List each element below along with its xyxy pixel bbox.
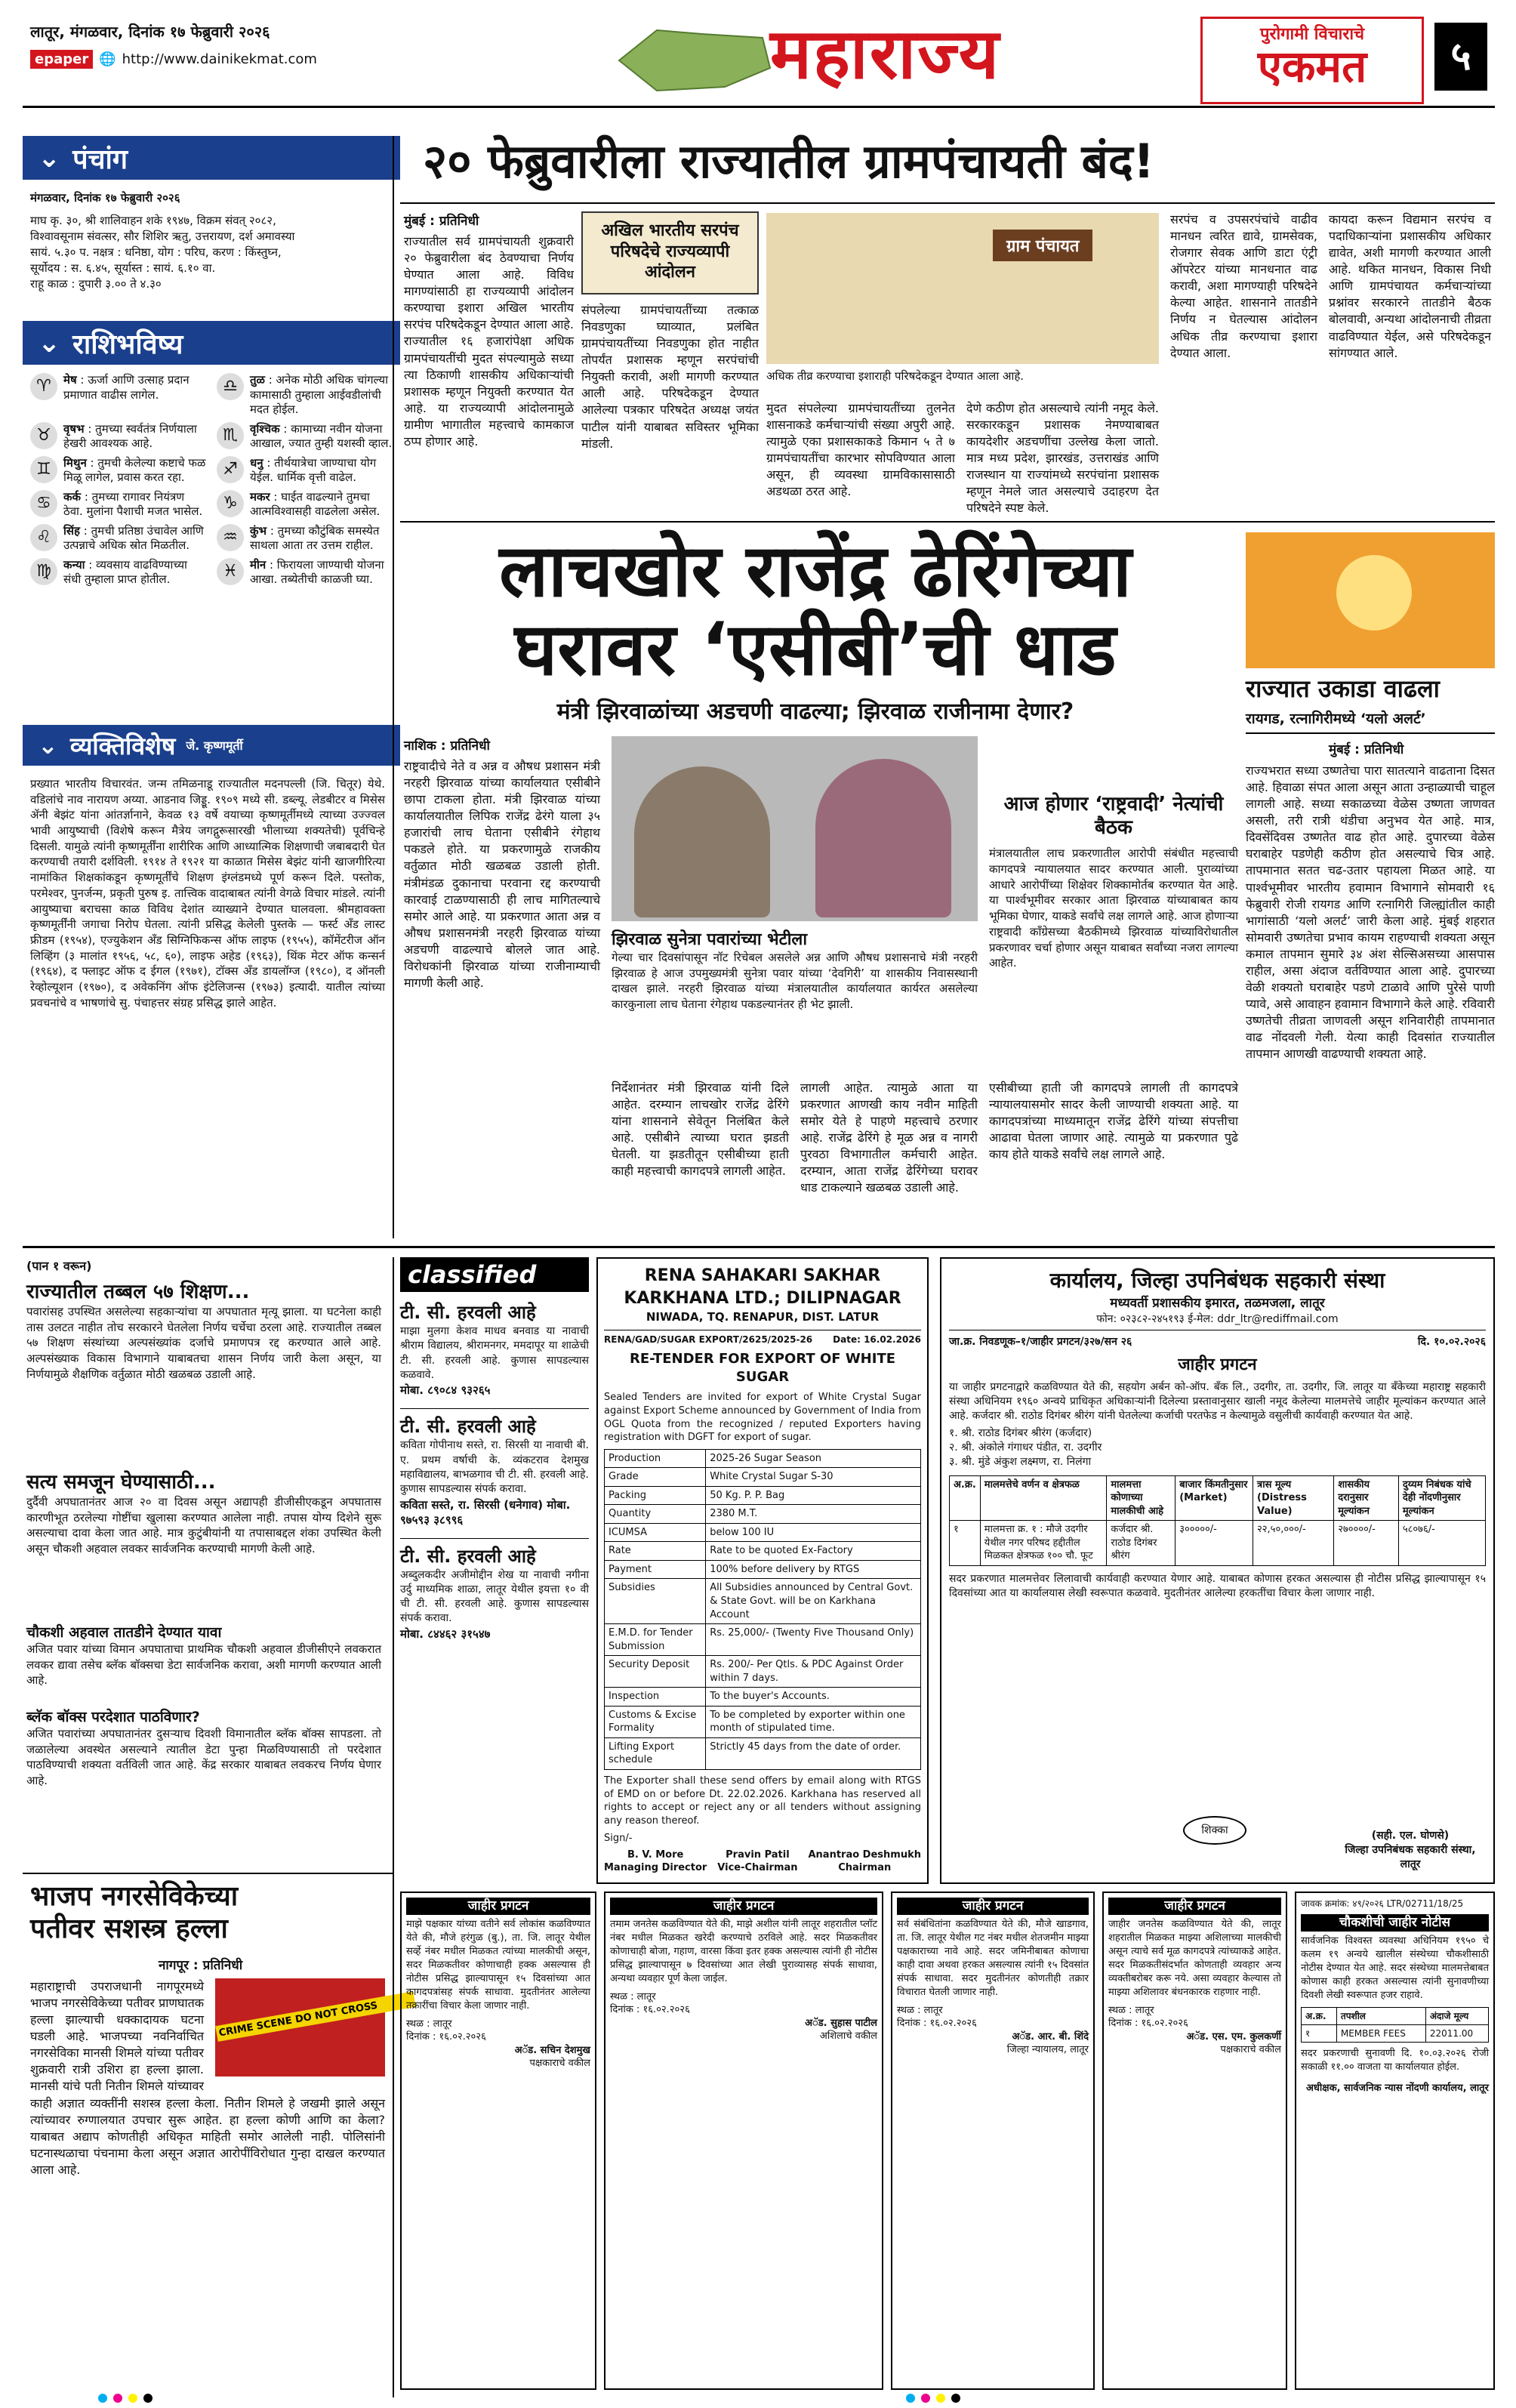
table-row: Customs & Excise Formality To be completed by exporter within one month of stipulated time. [605, 1706, 921, 1737]
epaper-badge: epaper [30, 50, 93, 69]
maharashtra-map-icon [612, 15, 778, 98]
panchang-line: माघ कृ. ३०, श्री शालिवाहन शके १९४७, विक्रम संवत् २०८२, [30, 214, 276, 227]
party: ३. श्री. मुंडे अंकुश लक्ष्मण, रा. निलंगा [949, 1455, 1092, 1468]
sagittarius-icon: ♐ [217, 456, 244, 483]
rena-ref: RENA/GAD/SUGAR EXPORT/2625/2025-26 [604, 1333, 813, 1345]
rena-sign: Sign/- [604, 1833, 633, 1845]
rashi-item: ♌ सिंह : तुमची प्रतिष्ठा उंचावेल आणि उत्पन्नाचे अधिक स्रोत मिळतील. [30, 524, 206, 553]
officer: Anantrao Deshmukh Chairman [808, 1848, 921, 1874]
continued-block [26, 1257, 381, 1821]
registrar-title: कार्यालय, जिल्हा उपनिबंधक सहकारी संस्था [1049, 1268, 1385, 1293]
rena-officers [604, 1848, 921, 1875]
registrar-after: सदर प्रकरणात मालमत्तेवर लिलावाची कार्यवाही करण्यात येणार आहे. याबाबत कोणास हरकत असल्यास ही नोटीस प्रसिद्ध झाल्यापासून १५ दिवसांच्या आत या कार्यालयास लेखी स्वरूपात कळवावे. मुदतीनंतर आलेल्या हरकतींचा विचार केला जाणार नाही. [949, 1572, 1486, 1599]
lead-col6: कायदा करून विद्यमान सरपंच व पदाधिकाऱ्यांना प्रशासकीय अधिकार द्यावेत, अशी मागणी करण्यात आली आहे. थकित मानधन, विकास निधी आणि ग्रामपंचायत कर्मचाऱ्यांच्या प्रश्नांवर सरकारने तातडीने बैठक बोलवावी, अन्यथा आंदोलनाची तीव्रता वाढविण्यात येईल, असे परिषदेकडून सांगण्यात आले. [1329, 212, 1491, 360]
registrar-address: मध्यवर्ती प्रशासकीय इमारत, तळमजला, लातूर [1110, 1295, 1325, 1311]
notice-signer: अॅड. आर. बी. शिंदे [1012, 2030, 1089, 2043]
person-silhouette [634, 766, 770, 917]
notice-date: १६.०२.२०२६ [642, 2004, 690, 2016]
notice-box: जाहीर प्रगटन तमाम जनतेस कळविण्यात येते की, माझे अशील यांनी लातूर शहरातील प्लॉट नंबर मधील मिळकत खरेदी करण्याचे ठरविले आहे. सदर मिळकतीवर कोणाचाही बोजा, गहाण, वारसा किंवा इतर हक्क असल्यास त्यांनी ही नोटीस प्रसिद्ध झाल्यापासून ७ दिवसांच्या आत लेखी पुराव्यासह संपर्क साधावा, अन्यथा व्यवहार पूर्ण केला जाईल. स्थळ : लातूर दिनांक : १६.०२.२०२६ अॅड. सुहास पाटील अशिलाचे वकील [604, 1892, 883, 2390]
table-row: ICUMSA below 100 IU [605, 1523, 921, 1542]
acb-col1: राष्ट्रवादीचे नेते व अन्न व औषध प्रशासन मंत्री नरहरी झिरवाळ यांच्या कार्यालयात एसीबीने छापा टाकला होता. मंत्री झिरवाळ यांच्या कार्यालयातील लिपिक राजेंद्र ढेरंगे याला ३५ हजारांची लाच घेताना एसीबीने रंगेहाथ पकडले होते. या प्रकरणामुळे राजकीय वर्तुळात मोठी खळबळ उडाली होती. मंत्रीमंडळ दुकानाचा परवाना रद्द करण्याची कारवाई टाळण्यासाठी ही लाच मागितल्याचे समोर आले आहे. या प्रकरणात आता अन्न व औषध प्रशासनमंत्री नरहरी झिरवाळ यांच्या अडचणी वाढल्याचे बोलले जात आहे. विरोधकांनी झिरवाळ यांच्या राजीनाम्याची मागणी केली आहे. [404, 759, 600, 991]
table-row: १ मालमत्ता क्र. १ : मौजे उदगीर येथील नगर परिषद हद्दीतील मिळकत क्षेत्रफळ १०० चौ. फूट कर्जदार श्री. राठोड दिगंबर श्रीरंग ३०००००/- २२,५०,०००/- २७००००/- ५८०७६/- [950, 1521, 1486, 1566]
signatory-role: जिल्हा उपनिबंधक सहकारी संस्था, लातूर [1345, 1844, 1476, 1871]
rashi-title: राशिभविष्य [72, 328, 183, 360]
registrar-notice [940, 1257, 1495, 1884]
page-number: ५ [1434, 23, 1487, 91]
rena-name1: RENA SAHAKARI SAKHAR [644, 1266, 881, 1285]
cont-p3: अजित पवार यांच्या विमान अपघाताचा प्राथमिक चौकशी अहवाल डीजीसीएने लवकरात लवकर द्यावा तसेच ब्लॅक बॉक्सचा डेटा सार्वजनिक करावा, अशी मागणी करण्यात आली आहे. [26, 1642, 381, 1688]
ncp-body: मंत्रालयातील लाच प्रकरणातील आरोपी संबंधीत महत्त्वाची कागदपत्रे न्यायालयात सादर करण्यात आली. पुराव्यांच्या आधारे आरोपींच्या शिक्षेवर शिक्कामोर्तब करण्यात येत आहे. या पार्श्वभूमीवर सरकार आता झिरवाळ यांच्याबाबत काय भूमिका घेणार, याकडे सर्वांचे लक्ष लागले आहे. आज होणाऱ्या राष्ट्रवादी काँग्रेसच्या बैठकीमध्ये झिरवाळ यांच्याविरोधातील प्रकरणावर चर्चा होणार असून याबाबत सर्वांच्या नजरा लागल्या आहेत. [989, 846, 1238, 970]
notice-date: १६.०२.२०२६ [929, 2018, 977, 2030]
cont-p4: अजित पवारांच्या अपघातानंतर दुसऱ्याच दिवशी विमानातील ब्लॅक बॉक्स सापडला. तो जळालेल्या अवस्थेत असल्याने त्यातील डेटा पुन्हा मिळविण्यासाठी तो परदेशात पाठविण्याची शक्यता वर्तविली जात आहे. केंद्र सरकार याबाबत लवकरच निर्णय घेणार आहे. [26, 1727, 381, 1788]
notice-signer: अॅड. सुहास पाटील [805, 2017, 877, 2029]
notice-signer: अॅड. सचिन देशमुख [514, 2044, 590, 2056]
acb-col3: लागली आहेत. त्यामुळे आता या प्रकरणात आणखी काय नवीन माहिती समोर येते हे पाहणे महत्त्वाचे ठरणार आहे. राजेंद्र ढेरिंगे हे मूळ अन्न व नागरी पुरवठा विभागातील कर्मचारी आहेत. दरम्यान, आता राजेंद्र ढेरिंगेच्या घरावर धाड टाकल्याने खळबळ उडाली आहे. [800, 1081, 978, 1195]
section-rule [400, 521, 1495, 523]
lead-caption: अधिक तीव्र करण्याचा इशाराही परिषदेकडून देण्यात आला आहे. [766, 369, 1025, 383]
cont-h2: सत्य समजून घेण्यासाठी... [26, 1471, 216, 1494]
rashi-item: ♑ मकर : घाईत वाढल्याने तुमचा आत्मविश्वासही वाढलेला असेल. [217, 490, 393, 520]
signatory-name: (सही. एल. घोणसे) [1371, 1830, 1450, 1842]
lower-rule [23, 1246, 1495, 1248]
officer: B. V. More Managing Director [604, 1848, 707, 1874]
rena-ref-line [604, 1330, 921, 1346]
registrar-ref: जा.क्र. निवडणूक–१/जाहीर प्रगटन/३२७/सन २६ [949, 1335, 1132, 1348]
illustration-sign: ग्राम पंचायत [993, 230, 1092, 261]
panchang-line: सूर्योदय : स. ६.४५, सूर्यास्त : सायं. ६.१० वा. [30, 261, 216, 275]
caption-body: गेल्या चार दिवसांपासून नॉट रिचेबल असलेले अन्न आणि औषध प्रशासनाचे मंत्री नरहरी झिरवाळ हे आज उपमुख्यमंत्री सुनेत्रा पवार यांच्या ‘देवगिरी’ या शासकीय निवासस्थानी दाखल झाले. नरहरी झिरवाळ यांच्या मंत्रालयातील कार्यालयात कार्यरत असलेल्या कारकुनाला लाच घेताना रंगेहाथ पकडल्यानंतर ही भेट झाली. [612, 951, 978, 1012]
heat-byline: मुंबई : प्रतिनिधी [1329, 742, 1404, 757]
rena-spec-table [604, 1449, 921, 1770]
gram-panchayat-illustration [766, 213, 1159, 364]
website-link[interactable]: http://www.dainikekmat.com [122, 51, 317, 67]
chevron-icon: ⌄ [38, 327, 61, 359]
continued-label: (पान १ वरून) [26, 1259, 92, 1273]
table-row: १ MEMBER FEES 22011.00 [1302, 2025, 1489, 2043]
vyakti-subject: जे. कृष्णमूर्ती [186, 738, 243, 753]
rena-date: Date: 16.02.2026 [833, 1333, 921, 1345]
aries-icon: ♈ [30, 373, 57, 400]
classified-logo: classified [400, 1257, 589, 1292]
classified-text: माझा मुलगा केशव माधव बनवाड या नावाची श्रीराम विद्यालय, श्रीरामनगर, ममदापूर या शाळेची टी. सी. हरवली आहे. कुणास सापडल्यास कळवावे. [400, 1325, 589, 1381]
nagar-byline: नागपूर : प्रतिनिधी [159, 1958, 243, 1973]
table-row: Production 2025-26 Sugar Season [605, 1449, 921, 1468]
classified-contact: मोबा. ८४४६२ ३१५४७ [400, 1626, 491, 1641]
cont-h1: राज्यातील तब्बल ५७ शिक्षण... [26, 1281, 250, 1303]
tagline: पुरोगामी विचाराचे [1259, 25, 1365, 44]
caption-title: झिरवाळ सुनेत्रा पवारांच्या भेटीला [612, 930, 808, 949]
notice-box: जाहीर प्रगटन जाहीर जनतेस कळविण्यात येते की, लातूर शहरातील मिळकत माझ्या अशिलाच्या मालकीची असून त्याचे सर्व मूळ कागदपत्रे त्यांच्याकडे आहेत. सदर मिळकतीसंदर्भात कोणताही व्यवहार अन्य व्यक्तीबरोबर करू नये. असा व्यवहार केल्यास तो माझ्या अशिलावर बंधनकारक राहणार नाही. स्थळ : लातूर दिनांक : १६.०२.२०२६ अॅड. एस. एम. कुलकर्णी पक्षकाराचे वकील [1102, 1892, 1287, 2390]
table-header: अ.क्र. मालमत्तेचे वर्णन व क्षेत्रफळ मालमत्ता कोणाच्या मालकीची आहे बाजार किंमतीनुसार (Market) त्रास मूल्य (Distress Value) शासकीय दरानुसार मूल्यांकन दुय्यम निबंधक यांचे देही नोंदणीनुसार मूल्यांकन [950, 1475, 1486, 1521]
notice-place: लातूर [1135, 2004, 1154, 2016]
cont-h3: चौकशी अहवाल तातडीने देण्यात यावा [26, 1624, 222, 1641]
lead-col1-wrap [404, 211, 574, 513]
capricorn-icon: ♑ [217, 490, 244, 517]
table-header: अ.क्र. तपशील अंदाजे मूल्य [1302, 2007, 1489, 2024]
nagar-headline-line2: पतीवर सशस्त्र हल्ला [30, 1913, 228, 1945]
cont-p2: दुर्दैवी अपघातानंतर आज २० वा दिवस असून अद्यापही डीजीसीएकडून अपघातास कारणीभूत ठरलेल्या गोष्टींचा खुलासा करण्यात आलेला नाही. तपास योग्य दिशेने सुरू असल्याचा दावा केला जात आहे. मात्र कुटुंबीयांनी या तपासाबद्दल शंका उपस्थित केली असून चौकशी अहवाल लवकर सार्वजनिक करण्याची मागणी केली आहे. [26, 1495, 381, 1556]
party: १. श्री. राठोड दिगंबर श्रीरंग (कर्जदार) [949, 1426, 1092, 1439]
ncp-box [989, 793, 1238, 1095]
sun-heat-photo [1246, 532, 1495, 668]
rashi-item: ♈ मेष : ऊर्जा आणि उत्साह प्रदान प्रमाणात वाढीस लागेल. [30, 373, 206, 418]
photo-float-space [204, 1978, 385, 2080]
chevron-icon: ⌄ [38, 731, 58, 760]
nagar-body [30, 1978, 385, 2401]
table-row: Inspection To the buyer's Accounts. [605, 1688, 921, 1707]
acb-deck: मंत्री झिरवाळांच्या अडचणी वाढल्या; झिरवाळ राजीनामा देणार? [556, 698, 1074, 725]
chevron-icon: ⌄ [38, 142, 61, 174]
classified-item [400, 1300, 589, 1398]
registrar-parties [949, 1426, 1486, 1469]
vyakti-body: प्रख्यात भारतीय विचारवंत. जन्म तमिळनाडू राज्यातील मदनपल्ली (जि. चितूर) येथे. वडिलांचे नाव नारायण अय्या. आडनाव जिड्डू. १९०९ मध्ये सी. डब्ल्यू. लेडबीटर व मिसेस ॲनी बेझंट यांना आंतर्ज्ञानाने, केवळ १३ वर्षे वयाच्या कृष्णमूर्तीमध्ये त्याच्या उज्ज्वल भावी आयुष्याची (विशेषे करून मैत्रेय जगद्गुरूसारखी भीलाच्या शक्यतेची) पूर्वचिन्हे दिसली. यामुळे त्यांनी कृष्णमूर्तींना शारीरिक आणि आध्यात्मिक शिक्षणाची जबाबदारी घेत करण्याची तयारी दर्शविली. १९१४ ते १९२१ या काळात मिसेस बेझंट यांनी खाजगीरित्या नामांकित शिक्षकांकडून कृष्णमूर्तींचे शिक्षण इंग्लंडमध्ये पूर्ण करून दिले. पस्तोक, परमेश्वर, पुनर्जन्म, प्रकृती पुरुष इ. तात्त्विक वादाबाबत त्यांनी वेगळे विचार मांडले. त्यांनी आयुष्याचा बराचसा काळ विविध देशांत व्याख्याने देण्यात घालवला. श्रीमहावक्ता कृष्णमूर्तींनी जगाचा निरोप घेतला. त्यांनी प्रसिद्ध केलेली पुस्तके — फर्स्ट अँड लास्ट फ्रीडम (१९५४), एज्युकेशन अँड सिग्निफिकन्स ऑफ लाइफ (१९५५), कॉमेंटरीज ऑन लिव्हिंग (३ मालांत १९५६, ५८, ६०), लाइफ अहेड (१९६३), थिंक मेटर ऑफ कन्सर्न (१९६४), द फ्लाइट ऑफ द ईगल (१९७१), टॉक्स अँड डायलॉग्ज (१९८०), द ऑनली रेव्होल्यूशन (१९७०), द अवेकनिंग ऑफ इंटेलिजन्स (१९७३) इत्यादी. यातील त्यांच्या प्रवचनांचे व भाषणांचे सु. पंचाहत्तर संग्रह प्रसिद्ध झाले आहेत. [30, 777, 385, 1010]
rashi-item: ♋ कर्क : तुमच्या रागावर नियंत्रण ठेवा. मुलांना पैशाची मजत भासेल. [30, 490, 206, 520]
panchang-date: मंगळवार, दिनांक १७ फेब्रुवारी २०२६ [30, 191, 180, 205]
acb-photo-caption [612, 927, 978, 1086]
leo-icon: ♌ [30, 524, 57, 551]
chowkashi-notice [1295, 1892, 1495, 2390]
notice-box: जाहीर प्रगटन माझे पक्षकार यांच्या वतीने सर्व लोकांस कळविण्यात येते की, मौजे हरंगुळ (बु.), ता. जि. लातूर येथील सर्व्हे नंबर मधील मिळकत त्यांच्या मालकीची असून, सदर मिळकतीवर कोणाचाही हक्क असल्यास ही नोटीस प्रसिद्ध झाल्यापासून १५ दिवसांच्या आत कागदपत्रांसह संपर्क साधावा. मुदतीनंतर आलेल्या तक्रारींचा विचार केला जाणार नाही. स्थळ : लातूर दिनांक : १६.०२.२०२६ अॅड. सचिन देशमुख पक्षकाराचे वकील [400, 1892, 596, 2390]
table-row: Payment 100% before delivery by RTGS [605, 1560, 921, 1579]
lead-byline: मुंबई : प्रतिनिधी [404, 214, 479, 229]
registration-marks [906, 2394, 960, 2403]
registrar-ref-line [949, 1335, 1486, 1349]
headline-rule [400, 202, 1495, 204]
notice-title: जाहीर प्रगटन [1108, 1898, 1281, 1915]
classified-title: टी. सी. हरवली आहे [400, 1302, 536, 1323]
brand-name: एकमत [1257, 41, 1367, 92]
nagar-headline [30, 1880, 385, 1945]
notice-title: जाहीर प्रगटन [406, 1898, 590, 1915]
gemini-icon: ♊ [30, 456, 57, 483]
classified-column [400, 1257, 589, 1642]
person-silhouette [815, 759, 951, 917]
stamp: शिक्का [1183, 1816, 1246, 1845]
classified-contact: मोबा. ८९०८४ ९३२६५ [400, 1383, 491, 1398]
table-row: Security Deposit Rs. 200/- Per Qtls. & PDC Against Order within 7 days. [605, 1656, 921, 1688]
table-row: Lifting Export schedule Strictly 45 days from the date of order. [605, 1737, 921, 1769]
lead-col4: देणे कठीण होत असल्याचे त्यांनी नमूद केले. सरकारकडून प्रशासक नेमण्याबाबत कायदेशीर अडचणींचा उल्लेख केला जातो. मात्र मध्य प्रदेश, झारखंड, उत्तराखंड आणि राजस्थान या राज्यांमध्ये सरपंचांना प्रशासक म्हणून नेमले जात असल्याचे उदाहरण देत परिषदेने स्पष्ट केले. [966, 401, 1159, 516]
chowkashi-title: चौकशीची जाहीर नोटीस [1301, 1914, 1489, 1932]
classified-title: टी. सी. हरवली आहे [400, 1545, 536, 1567]
notice-box: जाहीर प्रगटन सर्व संबंधितांना कळविण्यात येते की, मौजे खाडगाव, ता. जि. लातूर येथील गट नंबर मधील शेतजमीन माझ्या पक्षकाराच्या नावे आहे. सदर जमिनीबाबत कोणाचा काही दावा अथवा हरकत असल्यास त्यांनी १५ दिवसांत संपर्क साधावा. सदर मुदतीनंतर कोणतीही तक्रार विचारात घेतली जाणार नाही. स्थळ : लातूर दिनांक : १६.०२.२०२६ अॅड. आर. बी. शिंदे जिल्हा न्यायालय, लातूर [891, 1892, 1095, 2390]
classified-text: कविता गोपीनाथ सस्ते, रा. सिरसी या नावाची बी. ए. प्रथम वर्षाची के. व्यंकटराव देशमुख महाविद्यालय, बाभळगाव ची टी. सी. हरवली आहे. कुणास सापडल्यास संपर्क करावा. [400, 1439, 589, 1496]
rashi-item: ♐ धनु : तीर्थयात्रेचा जाण्याचा योग येईल. धार्मिक वृत्ती वाढेल. [217, 456, 393, 486]
rashi-item: ♍ कन्या : व्यवसाय वाढविण्याच्या संधी तुम्हाला प्राप्त होतील. [30, 558, 206, 587]
acb-col2: निर्देशानंतर मंत्री झिरवाळ यांनी दिले आहेत. दरम्यान लाचखोर राजेंद्र ढेरिंगे यांना शासनाने सेवेतून निलंबित केले आहे. एसीबीने त्याच्या घरात झडती घेतली. या झडतीतून एसीबीच्या हाती काही महत्त्वाची कागदपत्रे लागली आहेत. [612, 1081, 789, 1179]
nagar-rule [23, 1873, 393, 1874]
notice-role: अशिलाचे वकील [819, 2030, 877, 2043]
notice-body: तमाम जनतेस कळविण्यात येते की, माझे अशील यांनी लातूर शहरातील प्लॉट नंबर मधील मिळकत खरेदी करण्याचे ठरविले आहे. सदर मिळकतीवर कोणाचाही बोजा, गहाण, वारसा किंवा इतर हक्क असल्यास त्यांनी ही नोटीस प्रसिद्ध झाल्यापासून ७ दिवसांच्या आत लेखी पुराव्यासह संपर्क साधावा, अन्यथा व्यवहार पूर्ण केला जाईल. [610, 1918, 877, 1984]
registrar-contact: फोन: ०२३८२-२४५१९३ ई-मेल: ddr_ltr@rediffmail.com [949, 1312, 1486, 1330]
sun-icon [1336, 555, 1412, 631]
lead-col1: राज्यातील सर्व ग्रामपंचायती शुक्रवारी २० फेब्रुवारीला बंद ठेवण्याचा निर्णय घेण्यात आला आहे. विविध मागण्यांसाठी हा राज्यव्यापी आंदोलन करण्याचा इशारा अखिल भारतीय सरपंच परिषदेकडून देण्यात आला आहे. राज्यातील १६ हजारांपेक्षा अधिक ग्रामपंचायतींची मुदत संपल्यामुळे सध्या त्या ठिकाणी शासकीय अधिकाऱ्यांची प्रशासक म्हणून नियुक्ती करण्यात येत आहे. या राज्यव्यापी आंदोलनामुळे ग्रामीण भागातील महत्त्वाचे कामकाज ठप्प होणार आहे. [404, 234, 574, 449]
registrar-date: दि. १०.०२.२०२६ [1417, 1335, 1486, 1348]
notice-role: जिल्हा न्यायालय, लातूर [1006, 2044, 1089, 2056]
notice-body: जाहीर जनतेस कळविण्यात येते की, लातूर शहरातील मिळकत माझ्या अशिलाच्या मालकीची असून त्याचे सर्व मूळ कागदपत्रे त्यांच्याकडे आहेत. सदर मिळकतीसंदर्भात कोणताही व्यवहार अन्य व्यक्तीबरोबर करू नये. असा व्यवहार केल्यास तो माझ्या अशिलावर बंधनकारक राहणार नाही. [1108, 1918, 1281, 1998]
rashi-header [23, 321, 400, 365]
rashi-item: ♊ मिथुन : तुमची केलेल्या कष्टाचे फळ मिळू लागेल, प्रवास करत रहा. [30, 456, 206, 486]
vyakti-title: व्यक्तिविशेष [69, 731, 176, 760]
chowkashi-body: सार्वजनिक विश्वस्त व्यवस्था अधिनियम १९५० चे कलम १९ अन्वये खालील संस्थेच्या चौकशीसाठी नोटीस देण्यात येत आहे. सदर संस्थेच्या मालमत्तेबाबत कोणास काही हरकत असल्यास त्यांनी सुनावणीच्या दिवशी लेखी स्वरूपात हजर राहावे. [1301, 1935, 1489, 2001]
crime-tape: CRIME SCENE DO NOT CROSS [215, 1991, 416, 2042]
lead-kicker: अखिल भारतीय सरपंच परिषदेचे राज्यव्यापी आंदोलन [581, 211, 759, 294]
valuation-table [949, 1475, 1486, 1566]
table-row: Grade White Crystal Sugar S-30 [605, 1468, 921, 1487]
classified-contact: कविता सस्ते, रा. सिरसी (धनेगाव) मोबा. ९७५९३ ३८९९६ [400, 1497, 571, 1527]
rena-intro: Sealed Tenders are invited for export of White Crystal Sugar against Export Scheme announced by Government of India from OGL Quota from the recognized / reputed Exporters having registration with DGFT for export of sugar. [604, 1392, 921, 1444]
registration-marks [98, 2394, 153, 2403]
rena-name2: KARKHANA LTD.; DILIPNAGAR [624, 1288, 901, 1308]
classified-title: टी. सी. हरवली आहे [400, 1416, 536, 1438]
notice-body: सर्व संबंधितांना कळविण्यात येते की, मौजे खाडगाव, ता. जि. लातूर येथील गट नंबर मधील शेतजमीन माझ्या पक्षकाराच्या नावे आहे. सदर जमिनीबाबत कोणाचा काही दावा अथवा हरकत असल्यास त्यांनी १५ दिवसांत संपर्क साधावा. सदर मुदतीनंतर कोणतीही तक्रार विचारात घेतली जाणार नाही. [897, 1918, 1089, 1998]
party: २. श्री. अंकोले गंगाधर पंडीत, रा. उदगीर [949, 1441, 1102, 1454]
section-title: महाराज्य [770, 14, 1001, 94]
panchang-body [30, 213, 393, 292]
heat-sub: रायगड, रत्नागिरीमध्ये ‘यलो अलर्ट’ [1246, 708, 1495, 734]
nagar-headline-line1: भाजप नगरसेविकेच्या [30, 1881, 239, 1912]
virgo-icon: ♍ [30, 558, 57, 585]
notice-title: जाहीर प्रगटन [897, 1898, 1089, 1915]
notice-signer: अॅड. एस. एम. कुलकर्णी [1186, 2030, 1281, 2043]
dateline: लातूर, मंगळवार, दिनांक १७ फेब्रुवारी २०२६ [30, 23, 270, 41]
table-row: Quantity 2380 M.T. [605, 1505, 921, 1524]
rena-title: RE-TENDER FOR EXPORT OF WHITE SUGAR [629, 1350, 896, 1386]
vyakti-header [23, 725, 400, 766]
chowkashi-table [1301, 2007, 1489, 2043]
notice-place: लातूर [923, 2004, 943, 2016]
notice-place: लातूर [636, 1990, 656, 2003]
acb-headline [408, 529, 1223, 692]
rashi-item: ♉ वृषभ : तुमच्या स्वर्वतंत्र निर्णयाला हेखरी आवश्यक आहे. [30, 422, 206, 452]
panchang-line: विश्वावसूनाम संवत्सर, सौर शिशिर ऋतु, उत्तरायण, दर्श अमावस्या [30, 230, 295, 243]
taurus-icon: ♉ [30, 422, 57, 449]
column-divider [393, 1257, 394, 2397]
notice-title: जाहीर प्रगटन [610, 1898, 877, 1915]
panchang-title: पंचांग [72, 143, 128, 175]
notice-date: १६.०२.२०२६ [439, 2031, 486, 2043]
rashi-item: ♓ मीन : फिरायला जाण्याची योजना आखा. तब्येतीची काळजी घ्या. [217, 558, 393, 587]
aquarius-icon: ♒ [217, 524, 244, 551]
chowkashi-footer: सदर प्रकरणाची सुनावणी दि. १०.०३.२०२६ रोजी सकाळी ११.०० वाजता या कार्यालयात होईल. [1301, 2048, 1489, 2073]
registrar-signature [1342, 1829, 1478, 1872]
rashi-item: ♎ तुळ : अनेक मोठी अधिक चांगल्या कामासाठी तुम्हाला आईवडीलांची मदत होईल. [217, 373, 393, 418]
masthead-rule [23, 106, 1495, 108]
ekmat-logo [1200, 17, 1424, 104]
epaper-line [30, 50, 317, 69]
lead-col2: संपलेल्या ग्रामपंचायतींच्या तत्काळ निवडणुका घ्याव्यात, प्रलंबित ग्रामपंचायतींच्या निवडणुका होत नाहीत तोपर्यंत प्रशासक म्हणून सरपंचांची नियुक्ती करावी, अशी मागणी करण्यात आली आहे. परिषदेकडून देण्यात आलेल्या पत्रकार परिषदेत अध्यक्ष जयंत पाटील यांनी याबाबत सविस्तर भूमिका मांडली. [581, 303, 759, 451]
scorpio-icon: ♏ [217, 422, 244, 449]
acb-headline-line1: लाचखोर राजेंद्र ढेरिंगेच्या [499, 529, 1132, 613]
table-row: E.M.D. for Tender Submission Rs. 25,000/- (Twenty Five Thousand Only) [605, 1624, 921, 1656]
cancer-icon: ♋ [30, 490, 57, 517]
table-row: Subsidies All Subsidies announced by Central Govt. & State Govt. will be on Karkhana Account [605, 1579, 921, 1624]
rashi-grid [30, 373, 393, 592]
libra-icon: ♎ [217, 373, 244, 400]
acb-col4: एसीबीच्या हाती जी कागदपत्रे लागली ती कागदपत्रे न्यायालयासमोर सादर केली जाण्याची शक्यता आहे. या कागदपत्रांच्या माध्यमातून राजेंद्र ढेरिंगे यांच्या संपत्तीचा आढावा घेतला जाणार आहे. त्यामुळे या प्रकरणात पुढे काय होते याकडे सर्वांचे लक्ष लागले आहे. [989, 1081, 1238, 1162]
lead-col5: सरपंच व उपसरपंचांचे वाढीव मानधन त्वरित द्यावे, ग्रामसेवक, रोजगार सेवक आणि डाटा एंट्री ऑपरेटर यांच्या मानधनात वाढ करावी, अशा मागण्याही परिषदेने केल्या आहेत. शासनाने तातडीने निर्णय न घेतल्यास आंदोलन अधिक तीव्र करण्याचा इशारा देण्यात आला. [1170, 212, 1317, 360]
notice-role: पक्षकाराचे वकील [1220, 2044, 1281, 2056]
classified-text: अब्दुलकदीर अजीमोद्दीन शेख या नावाची नगीना उर्दु माध्यमिक शाळा, लातूर येथील इयत्ता १० वी ची टी. सी. हरवली आहे. कुणास सापडल्यास संपर्क करावा. [400, 1568, 589, 1625]
officer: Pravin Patil Vice-Chairman [717, 1848, 798, 1874]
notice-body: माझे पक्षकार यांच्या वतीने सर्व लोकांस कळविण्यात येते की, मौजे हरंगुळ (बु.), ता. जि. लातूर येथील सर्व्हे नंबर मधील मिळकत त्यांच्या मालकीची असून, सदर मिळकतीवर कोणाचाही हक्क असल्यास ही नोटीस प्रसिद्ध झाल्यापासून १५ दिवसांच्या आत कागदपत्रांसह संपर्क साधावा. मुदतीनंतर आलेल्या तक्रारींचा विचार केला जाणार नाही. [406, 1918, 590, 2012]
chowkashi-ref: जावक क्रमांक: ४९/२०२६ LTR/02711/18/25 [1301, 1898, 1464, 1909]
registrar-notice-title: जाहीर प्रगटन [1178, 1355, 1257, 1374]
column-divider [393, 136, 394, 1238]
registrar-body: या जाहीर प्रगटनाद्वारे कळविण्यात येते की, सहयोग अर्बन को-ऑप. बँक लि., उदगीर, ता. उदगीर, जि. लातूर या बँकेच्या महाराष्ट्र सहकारी संस्था अधिनियम १९६० अन्वये प्राधिकृत अधिकाऱ्यांनी दिलेल्या प्रस्तावानुसार खाली नमूद केलेल्या मालमत्तेचे जाहीर मूल्यांकन करण्यात आले आहे. कर्जदार श्री. राठोड दिगंबर श्रीरंग यांनी घेतलेल्या कर्जाची परतफेड न केल्यामुळे वसुलीची कार्यवाही करण्यात येत आहे. [949, 1381, 1486, 1422]
acb-headline-line2: घरावर ‘एसीबी’ची धाड [514, 606, 1117, 692]
table-row: Packing 50 Kg. P. P. Bag [605, 1486, 921, 1505]
panchang-header [23, 136, 400, 180]
pisces-icon: ♓ [217, 558, 244, 585]
heat-headline: राज्यात उकाडा वाढला [1246, 674, 1440, 703]
notice-date: १६.०२.२०२६ [1141, 2018, 1188, 2030]
lead-headline: २० फेब्रुवारीला राज्यातील ग्रामपंचायती बंद! [423, 134, 1155, 189]
notice-place: लातूर [433, 2018, 452, 2030]
cont-h4: ब्लॅक बॉक्स परदेशात पाठविणार? [26, 1709, 200, 1725]
rena-address: NIWADA, TQ. RENAPUR, DIST. LATUR [646, 1310, 880, 1324]
panchang-line: राहू काळ : दुपारी ३.०० ते ४.३० [30, 277, 162, 291]
nagar-text: महाराष्ट्राची उपराजधानी नागपूरमध्ये भाजप नगरसेविकेच्या पतीवर प्राणघातक हल्ला झाल्याची धक्कादायक घटना घडली आहे. भाजपच्या नवनिर्वाचित नगरसेविका मानसी शिमले यांच्या पतीवर शुक्रवारी रात्री उशिरा हा हल्ला झाला. मानसी यांचे पती नितीन शिमले यांच्यावर काही अज्ञात व्यक्तींनी सशस्त्र हल्ला केला. नितीन शिमले हे जखमी झाले असून त्यांच्यावर रुग्णालयात उपचार सुरू आहेत. हा हल्ला कोणी आणि का केला? याबाबत अद्याप कोणतीही अधिकृत माहिती समोर आलेली नाही. पोलिसांनी घटनास्थळाचा पंचनामा केला असून अज्ञात आरोपींविरोधात गुन्हा दाखल करण्यात आला आहे. [30, 1979, 385, 2177]
cont-p1: पवारांसह उपस्थित असलेल्या सहकाऱ्यांचा या अपघातात मृत्यू झाला. या घटनेला काही तास उलटत नाहीत तोच सरकारने घेतलेला निर्णय चर्चेचा ठरला आहे. राज्यातील तब्बल ५७ शिक्षण संस्थांच्या अल्पसंख्यांक दर्जाचे प्रमाणपत्र रद्द करण्यात आले आहे. अल्पसंख्याक विकास विभागाने याबाबतचा शासन निर्णय जारी केला असून, या निर्णयामुळे शैक्षणिक वर्तुळात मोठी खळबळ उडाली आहे. [26, 1305, 381, 1381]
globe-icon: 🌐 [99, 51, 116, 67]
rashi-item: ♏ वृश्चिक : कामाच्या नवीन योजना आखाल, ज्यात तुम्ही यशस्वी व्हाल. [217, 422, 393, 452]
chowkashi-sign: अधीक्षक, सार्वजनिक न्यास नोंदणी कार्यालय, लातूर [1305, 2083, 1489, 2095]
classified-item [400, 1408, 589, 1527]
acb-byline: नाशिक : प्रतिनिधी [404, 738, 490, 754]
rena-tender-ad [596, 1257, 929, 1884]
lead-col3: मुदत संपलेल्या ग्रामपंचायतींच्या तुलनेत शासनाकडे कर्मचाऱ्यांची संख्या अपुरी आहे. त्यामुळे एका प्रशासकाकडे किमान ५ ते ७ ग्रामपंचायतींचा कारभार सोपविण्यात आला असून, ही व्यवस्था ग्रामविकासासाठी अडथळा ठरत आहे. [766, 401, 955, 499]
zirwal-sunetra-photo [612, 736, 978, 921]
ncp-title: आज होणार ‘राष्ट्रवादी’ नेत्यांची बैठक [1003, 793, 1224, 840]
table-row: Rate Rate to be quoted Ex-Factory [605, 1542, 921, 1561]
heat-body: राज्यभरात सध्या उष्णतेचा पारा सातत्याने वाढताना दिसत आहे. हिवाळा संपत आला असून आता उन्हाळ्याची चाहूल लागली आहे. सध्या सकाळच्या वेळेस उष्णता जाणवत असली, तरी रात्री थंडीचा अनुभव येत आहे. मात्र, दिवसेंदिवस उष्णतेत वाढ होत आहे. दुपारच्या वेळेस घराबाहेर पडणेही कठीण होत असल्याचे चित्र आहे. तापमानात सतत चढ-उतार पहायला मिळत आहे. या पार्श्वभूमीवर भारतीय हवामान विभागाने सोमवारी १६ फेब्रुवारी रोजी रायगड आणि रत्नागिरी जिल्ह्यांतील काही भागांसाठी ‘यलो अलर्ट’ जारी केला आहे. मुंबई शहरात सोमवारी उष्णतेचा प्रभाव कायम राहण्याची शक्यता असून कमाल तापमान सुमारे ३४ अंश सेल्सिअसच्या आसपास राहील, असा अंदाज वर्तविण्यात आला आहे. दुपारच्या वेळी शक्यतो घराबाहेर पडणे टाळावे आणि पुरेसे पाणी प्यावे, असे आवाहन हवामान विभागाने केले आहे. रविवारी उष्णतेची तीव्रता जाणवली असून शनिवारीही तापमानात वाढ नोंदवली गेली. येत्या काही दिवसांत राज्यातील तापमान आणखी वाढण्याची शक्यता आहे. [1246, 763, 1495, 1062]
panchang-line: सायं. ५.३० प. नक्षत्र : धनिष्ठा, योग : परिघ, करण : किंस्तुघ्न, [30, 245, 282, 259]
notice-role: पक्षकाराचे वकील [529, 2058, 590, 2070]
rena-footer: The Exporter shall these send offers by email along with RTGS of EMD on or before Dt. 22.02.2026. Karkhana has reserved all rights to accept or reject any or all tenders without assigning any reason thereof. [604, 1774, 921, 1827]
classified-item [400, 1538, 589, 1642]
rashi-item: ♒ कुंभ : तुमच्या कौटुंबिक समस्येत साथला आता तर उत्तम राहील. [217, 524, 393, 553]
